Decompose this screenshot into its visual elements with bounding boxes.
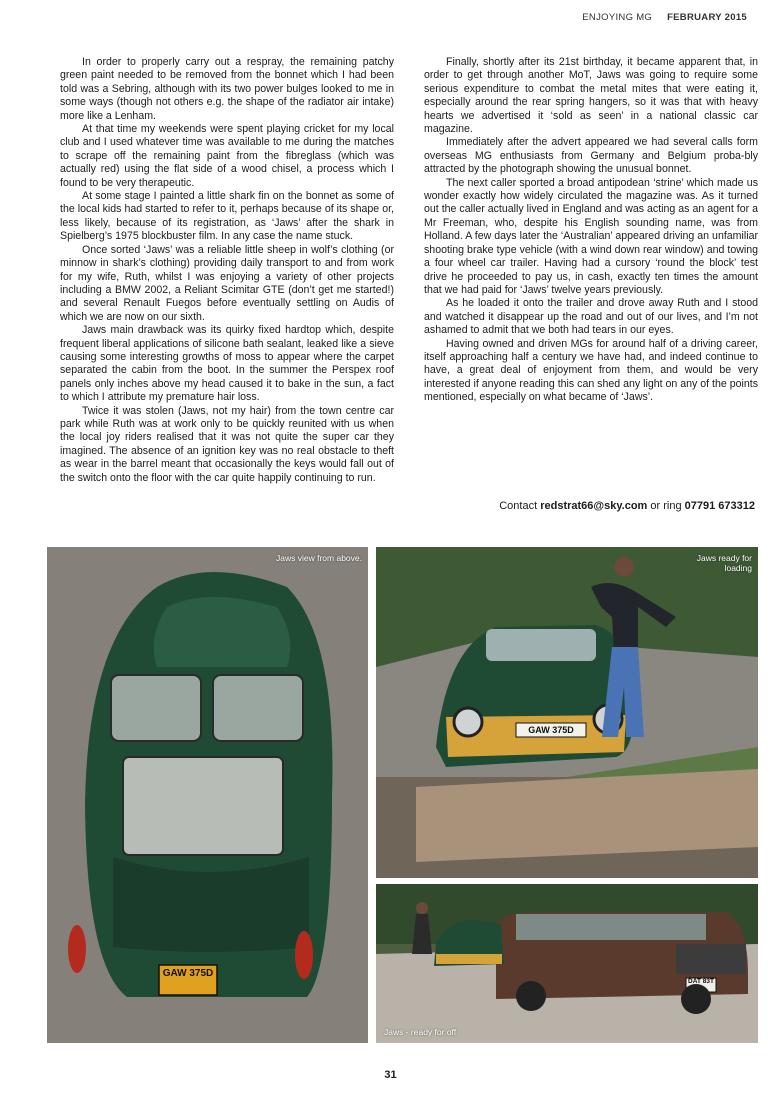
contact-email: redstrat66@sky.com xyxy=(540,500,648,512)
paragraph: Jaws main drawback was its quirky fixed hardtop which, despite frequent liberal applications of silicone bath sealant, leaked like a sieve causing some interesting growths of moss to appear where the carpet separated the cabin from the boot. In the summer the Perspex roof panels only inches above my head caused it to bake in the sun, a fact to which I attribute my premature hair loss. xyxy=(60,324,394,404)
paragraph: Finally, shortly after its 21st birthday, it became apparent that, in order to get through another MoT, Jaws was going to require some serious expenditure to combat the metal mites that were eating it, especially around the rear spring hangers, so it was that with heavy hearts we advertised it ‘sold as seen’ in a national classic car magazine. xyxy=(424,56,758,136)
magazine-name: ENJOYING MG xyxy=(582,12,653,23)
running-header xyxy=(582,12,747,23)
license-plate: DAT 83T xyxy=(688,978,714,985)
article-right-column xyxy=(424,56,758,405)
contact-line xyxy=(499,500,755,512)
contact-prefix: Contact xyxy=(499,500,541,512)
contact-middle: or ring xyxy=(647,500,685,512)
photo-car-ready-for-loading xyxy=(376,547,758,878)
paragraph: As he loaded it onto the trailer and drove away Ruth and I stood and watched it disappear up the road and out of our lives, and I’m not ashamed to admit that we both had tears in our eyes. xyxy=(424,297,758,337)
photo-caption: Jaws - ready for off xyxy=(384,1027,457,1037)
paragraph: At that time my weekends were spent playing cricket for my local club and I used whatever time was available to me during the matches to scrape off the remaining paint from the fibreglass (which was actually red) using the flat side of a wood chisel, a process which I found to be very therapeutic. xyxy=(60,123,394,189)
contact-phone: 07791 673312 xyxy=(684,500,755,512)
photo-caption: Jaws ready for loading xyxy=(696,553,752,573)
issue-date: FEBRUARY 2015 xyxy=(667,12,747,23)
paragraph: The next caller sported a broad antipodean ‘strine’ which made us wonder exactly how widely circulated the magazine was. As it turned out the caller actually lived in England and was acting as an agent for a Mr Freeman, who, despite his English sounding name, was from Holland. A few days later the ‘Australian’ appeared driving an unfamiliar shooting brake type vehicle (with a wind down rear window) and towing a four wheel car trailer. Having had a cursory ‘round the block’ test drive he proceeded to pay us, in cash, exactly ten times the amount that we had paid for ‘Jaws’ twelve years previously. xyxy=(424,176,758,296)
photo-caption: Jaws view from above. xyxy=(276,553,362,563)
paragraph: Once sorted ‘Jaws’ was a reliable little sheep in wolf’s clothing (or minnow in shark’s clothing) providing daily transport to and from work for my wife, Ruth, whilst I was enjoying a variety of other projects including a BMW 2002, a Reliant Scimitar GTE (don’t get me started!) and several Renault Fuegos before eventually settling on Audis of which we are now on our sixth. xyxy=(60,243,394,323)
license-plate: GAW 375D xyxy=(528,725,574,735)
article-left-column xyxy=(60,56,394,485)
page-number: 31 xyxy=(384,1069,397,1081)
paragraph: Immediately after the advert appeared we had several calls form overseas MG enthusiasts from Germany and Belgium proba-bly attracted by the photograph showing the unusual bonnet. xyxy=(424,136,758,176)
photo-car-ready-for-off xyxy=(376,884,758,1043)
license-plate: GAW 375D xyxy=(162,968,214,979)
paragraph: At some stage I painted a little shark fin on the bonnet as some of the local kids had started to refer to it, perhaps because of its shape or, less likely, because of its registration, as ‘Jaws’ after the shark in Spielberg’s 1975 blockbuster film. In any case the name stuck. xyxy=(60,190,394,243)
photo-car-from-above xyxy=(47,547,368,1043)
paragraph: Twice it was stolen (Jaws, not my hair) from the town centre car park while Ruth was at work only to be quickly reunited with us when the local joy riders realised that it was not quite the super car they imagined. The absence of an ignition key was no real obstacle to theft as wear in the barrel meant that occasionally the keys would fall out of the switch onto the floor with the car quite happily continuing to run. xyxy=(60,404,394,484)
paragraph: In order to properly carry out a respray, the remaining patchy green paint needed to be removed from the bonnet which I had been told was a Sebring, although with its two power bulges looked to me in some ways (though not others e.g. the shape of the radiator air intake) more like a Lenham. xyxy=(60,56,394,122)
paragraph: Having owned and driven MGs for around half of a driving career, itself approaching half a century we have had, and indeed continue to have, a great deal of enjoyment from them, and would be very interested if anyone reading this can shed any light on any of the points mentioned, especially on what became of ‘Jaws’. xyxy=(424,337,758,404)
